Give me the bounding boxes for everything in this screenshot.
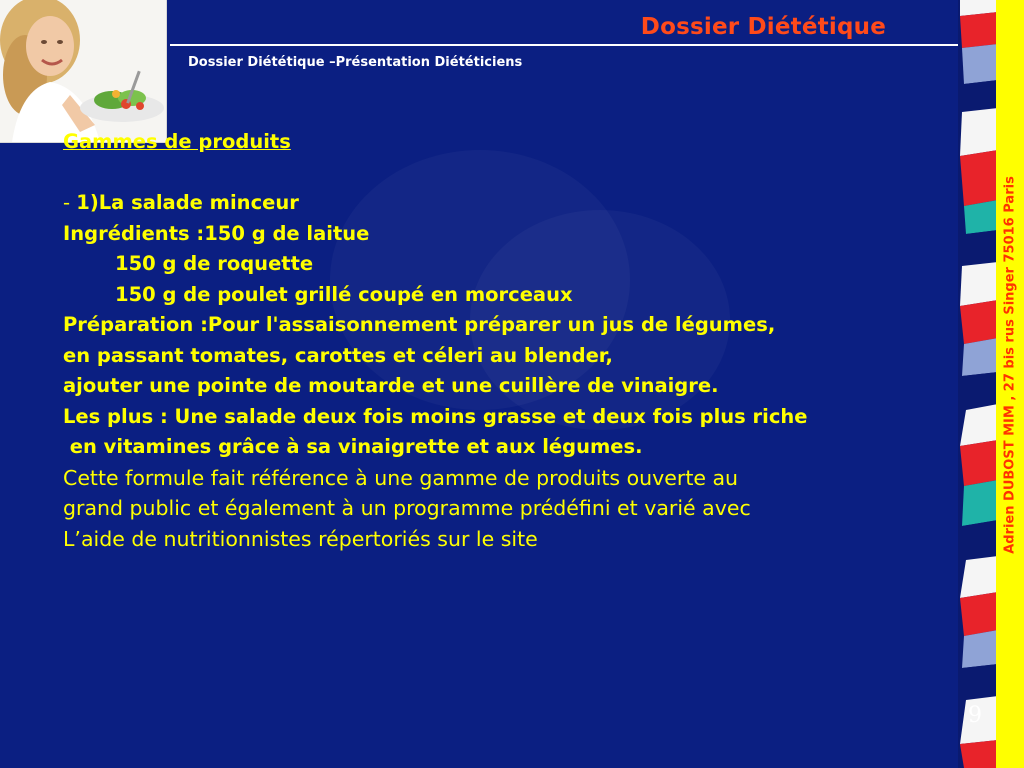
ingredients-line: Ingrédients :150 g de laitue	[63, 221, 370, 245]
note-line: L’aide de nutritionnistes répertoriés sur le site	[63, 526, 538, 551]
header-photo	[0, 0, 167, 143]
bullet-dash: -	[63, 191, 77, 214]
ingredient-line: 150 g de roquette	[115, 252, 314, 275]
note-line: Cette formule fait référence à une gamme de produits ouverte au	[63, 465, 739, 490]
ingredient-line: 150 g de poulet grillé coupé en morceaux	[115, 282, 573, 306]
note-line: grand public et également à un programme prédéfini et varié avec	[63, 496, 751, 520]
blank-line	[63, 158, 933, 189]
page-number: 9	[968, 703, 982, 728]
item-title-line	[63, 188, 933, 219]
header-divider	[170, 44, 962, 46]
preparation-line: ajouter une pointe de moutarde et une cuillère de vinaigre.	[63, 374, 719, 397]
benefits-line: en vitamines grâce à sa vinaigrette et aux légumes.	[63, 435, 643, 458]
item-title: 1)La salade minceur	[76, 191, 299, 214]
section-heading: Gammes de produits	[63, 130, 291, 153]
preparation-line: Préparation :Pour l'assaisonnement préparer un jus de légumes,	[63, 313, 776, 336]
decorative-stripes	[958, 0, 998, 768]
slide-body	[63, 127, 933, 554]
author-address: Adrien DUBOST MIM , 27 bis rus Singer 75016 Paris	[1002, 176, 1018, 554]
benefits-line: Les plus : Une salade deux fois moins grasse et deux fois plus riche	[63, 404, 808, 428]
slide-title: Dossier Diététique	[640, 14, 886, 40]
slide-subtitle: Dossier Diététique –Présentation Diététiciens	[188, 55, 523, 70]
preparation-line: en passant tomates, carottes et céleri au blender,	[63, 343, 613, 367]
